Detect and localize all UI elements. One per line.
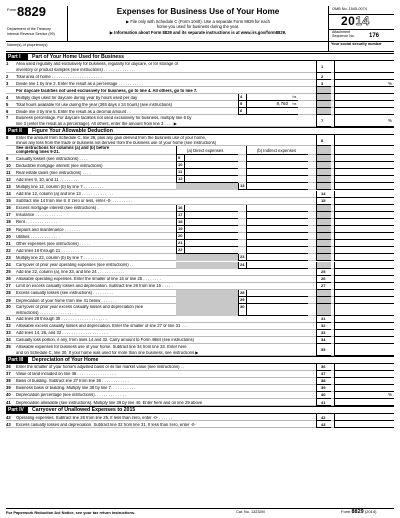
line--number-cell: [316, 262, 331, 269]
line-28: 28 Excess casualty losses (see instructions) . . . . . . . . . 28: [6, 290, 394, 297]
line-35-amount-field[interactable]: [334, 344, 394, 356]
line--number-cell: [316, 233, 331, 240]
part1-tag: Part I: [6, 54, 28, 60]
irs-label: Internal Revenue Service (99): [7, 32, 55, 36]
line-5-value: 8,760: [276, 101, 288, 106]
line-22-direct-field[interactable]: [184, 247, 238, 254]
line-26-amount-field[interactable]: [334, 276, 394, 283]
line-7-text: Business percentage. For daycare facilities not used exclusively for business, multiply line 6 by: [16, 116, 192, 120]
line-2: 2 Total area of home . . . . . . . . . . . . . . . . . . . . . . 2: [6, 73, 394, 80]
line-31-number-cell: 31: [316, 316, 331, 323]
proprietor-name-label: Name(s) of proprietor(s): [7, 43, 48, 47]
line-15-number-cell: 15: [316, 198, 331, 205]
line-28-text: Excess casualty losses (see instructions) . . . . . . . . .: [16, 291, 114, 296]
line-10: 10 Deductible mortgage interest (see instructions) 10: [6, 162, 394, 169]
line-18-direct-field[interactable]: [184, 219, 238, 226]
line-5-amount-field[interactable]: 8,760 hr.: [246, 101, 298, 108]
column-b-header: (b) Indirect expenses: [246, 146, 308, 155]
form-title-block: [68, 6, 328, 41]
line-14: 14 Add line 12, column (a) and line 13 . . . . . . . . . . . . . . 14: [6, 191, 394, 198]
line-17-direct-field[interactable]: [184, 212, 238, 219]
line--number-cell: [316, 240, 331, 247]
line-note-text: For daycare facilities not used exclusively for business, go to line 4. All others, go to line 7.: [16, 88, 198, 93]
name-row: [6, 42, 394, 52]
line-15-amount-field[interactable]: [334, 198, 394, 205]
line-23-text: Multiply line 22, column (b) by line 7 . . . . . . . . .: [16, 255, 104, 260]
line--amount-field[interactable]: [334, 101, 394, 108]
line-36: 36 Enter the smaller of your home's adjusted basis or its fair market value (see instructions) . . 36: [6, 364, 394, 371]
line--amount-field[interactable]: [334, 212, 394, 219]
line--number-cell: [316, 297, 331, 304]
line-20-direct-field[interactable]: [184, 233, 238, 240]
line-33-number-cell: 33: [316, 330, 331, 337]
line--amount-field[interactable]: [334, 254, 394, 261]
footer-form-id: Form 8829 (2014): [341, 509, 377, 515]
line-31: 31 Add lines 28 through 30 . . . . . . . . . . . . . . . . . . . . 31: [6, 316, 394, 323]
line-40-number-cell: 40: [316, 392, 331, 399]
tax-year: 2014: [341, 14, 370, 28]
line-8: 8 Enter the amount from Schedule C, line 29, plus any gain derived from the business use of your home, minus any loss from the trade or business not derived from the business use of your home (see instructions) 8: [6, 135, 394, 146]
line-3-amount-field[interactable]: [334, 80, 394, 87]
ssn-label: Your social security number: [331, 42, 382, 46]
line-40-amount-field[interactable]: [334, 392, 394, 399]
line-23-amount-field[interactable]: [246, 254, 308, 261]
line-37-amount-field[interactable]: [334, 371, 394, 378]
line-21: 21 Other expenses (see instructions) . . . . . 21: [6, 240, 394, 247]
line-43: 43 Excess casualty losses and depreciation. Subtract line 32 from line 31. If less than zero, enter -0- 43: [6, 421, 394, 428]
line-6: 6 Divide line 4 by line 5. Enter the result as a decimal amount . . 6 .: [6, 108, 394, 115]
line--number-cell: [316, 247, 331, 254]
part4-tag: Part IV: [6, 407, 28, 413]
line-43-text: Excess casualty losses and depreciation. Subtract line 32 from line 31. If less than zero, enter -0-: [16, 422, 196, 427]
line-11-text: Real estate taxes (see instructions) . . . .: [16, 170, 91, 175]
line--amount-field[interactable]: [334, 87, 394, 94]
paperwork-notice: For Paperwork Reduction Act Notice, see your tax return instructions.: [6, 510, 136, 515]
line-32-amount-field[interactable]: [334, 323, 394, 330]
line-2-amount-field[interactable]: [334, 73, 394, 80]
line-6-amount-field[interactable]: [246, 108, 298, 115]
line-8-number-cell: 8: [316, 135, 331, 146]
line-34-text: Casualty loss portion, if any, from lines 14 and 32. Carry amount to Form 4684 (see instructions): [16, 338, 194, 343]
line-4-amount-field[interactable]: hr.: [246, 94, 298, 101]
line-22-text: Add lines 16 through 21 . . . . . . . .: [16, 248, 79, 253]
line-25-amount-field[interactable]: [334, 269, 394, 276]
line-42-amount-field[interactable]: [334, 414, 394, 421]
line-36-amount-field[interactable]: [334, 364, 394, 371]
form-header: [6, 6, 394, 42]
line--number-cell: [316, 162, 331, 169]
line-3-number-cell: 3: [316, 80, 331, 87]
line-11-indirect-field[interactable]: [246, 169, 308, 176]
line--amount-field[interactable]: [334, 247, 394, 254]
line-10-text: Deductible mortgage interest (see instructions): [16, 163, 103, 168]
line--amount-field[interactable]: [334, 226, 394, 233]
line-14-amount-field[interactable]: [334, 191, 394, 198]
line-36-number-cell: 36: [316, 364, 331, 371]
line-7: 7 Business percentage. For daycare facilities not used exclusively for business, multiply line 6 by line 3 (enter the result as a percentage). All others, enter the amount from line 3 . . . . ▶ 7 %: [6, 115, 393, 126]
line--number-cell: [316, 183, 331, 190]
form-title: Expenses for Business Use of Your Home: [116, 7, 280, 16]
part2-title: Figure Your Allowable Deduction: [32, 128, 113, 134]
part3-tag: Part III: [6, 357, 28, 363]
line-32: 32 Allowable excess casualty losses and depreciation. Enter the smaller of line 27 or line 31 . . . 32: [6, 323, 394, 330]
part3-header: [6, 356, 394, 364]
line--number-cell: [316, 146, 331, 155]
line-27-amount-field[interactable]: [334, 283, 394, 290]
line-15: 15 Subtract line 14 from line 8. If zero or less, enter -0- . . . . . . . . . 15: [6, 198, 394, 205]
line-41-amount-field[interactable]: [334, 399, 394, 406]
line--amount-field[interactable]: [334, 297, 394, 304]
line--amount-field[interactable]: [334, 169, 394, 176]
line-2-text: Total area of home . . . . . . . . . . . . . . . . . . . . . .: [16, 74, 102, 79]
line-38-text: Basis of building. Subtract line 37 from line 36 . . . . . . . . . . . .: [16, 379, 129, 384]
line-5: 5 Total hours available for use during the year (365 days x 24 hours) (see instructions) 5 8,760 hr.: [6, 101, 394, 108]
form-id-block: [6, 6, 68, 41]
sequence-number: 176: [369, 33, 380, 39]
line-33-amount-field[interactable]: [334, 330, 394, 337]
line-25-text: Add line 22, column (a), line 23, and line 24 . . . . . . . . . . . .: [16, 270, 125, 275]
line-38-number-cell: 38: [316, 378, 331, 385]
line-9-direct-field[interactable]: [184, 155, 238, 162]
line-16: 16 Excess mortgage interest (see instructions) . 16: [6, 205, 394, 212]
form-label: Form: [7, 7, 17, 12]
line-25: 25 Add line 22, column (a), line 23, and line 24 . . . . . . . . . . . . 25: [6, 269, 394, 276]
proprietor-name-field[interactable]: [6, 43, 328, 52]
line-38: 38 Basis of building. Subtract line 37 from line 36 . . . . . . . . . . . . 38: [6, 378, 394, 385]
part2-tag: Part II: [6, 128, 28, 134]
line-12-text: Add lines 9, 10, and 11 . . . . . . . .: [16, 177, 78, 182]
line-41: 41 Depreciation allowable (see instructions). Multiply line 39 by line 40. Enter here and on line 29 above 41: [6, 399, 394, 406]
line-21-text: Other expenses (see instructions) . . . . .: [16, 241, 91, 246]
line-1: 1 Area used regularly and exclusively for business, regularly for daycare, or for storage of inventory or product samples (see instructions) . . . . . . . . . . . . . . 1: [6, 61, 394, 73]
line--amount-field[interactable]: [334, 146, 394, 155]
attachment-label: Attachment: [332, 30, 351, 34]
line-30-text: Carryover of prior year excess casualty losses and depreciation (see: [16, 305, 144, 310]
line-27: 27 Limit on excess casualty losses and depreciation. Subtract line 26 from line 15 . . . . . 27: [6, 283, 394, 290]
line-20-text: Utilities . . . . . . . . . . . . .: [16, 234, 60, 239]
line-19-indirect-field[interactable]: [246, 226, 308, 233]
line-6-text: Divide line 4 by line 5. Enter the result as a decimal amount . .: [16, 109, 131, 114]
line-9-indirect-field[interactable]: [246, 155, 308, 162]
line-12-direct-field[interactable]: [184, 176, 238, 183]
line-7-number-cell: 7: [316, 115, 331, 127]
line--number-cell: [316, 290, 331, 297]
line--amount-field[interactable]: [334, 240, 394, 247]
line--number-cell: [316, 304, 331, 316]
catalog-number: Cat. No. 13232M: [236, 510, 265, 514]
line-43-amount-field[interactable]: [334, 421, 394, 428]
line-11-direct-field[interactable]: [184, 169, 238, 176]
see-instructions-note-2: completing lines 9-21.: [16, 150, 60, 154]
line-27-number-cell: 27: [316, 283, 331, 290]
line-19: 19 Repairs and maintenance . . . . . . . 19: [6, 226, 394, 233]
line--amount-field[interactable]: [334, 176, 394, 183]
line-31-amount-field[interactable]: [334, 316, 394, 323]
line-3-text: Divide line 1 by line 2. Enter the result as a percentage . . . . . . . . . . .: [16, 81, 144, 86]
line--number-cell: [316, 176, 331, 183]
line-19-direct-field[interactable]: [184, 226, 238, 233]
part1-header: [6, 53, 394, 61]
line-14-number-cell: 14: [316, 191, 331, 198]
line-38-amount-field[interactable]: [334, 378, 394, 385]
line-17: 17 Insurance . . . . . . . . . . . . 17: [6, 212, 394, 219]
line-29: 29 Depreciation of your home from line 41 below . . . . . . . 29: [6, 297, 394, 304]
line-18-indirect-field[interactable]: [246, 219, 308, 226]
line--number-cell: [316, 169, 331, 176]
part1-title: Part of Your Home Used for Business: [32, 54, 125, 60]
line-25-number-cell: 25: [316, 269, 331, 276]
line-20-indirect-field[interactable]: [246, 233, 308, 240]
line-24: 24 Carryover of prior year operating expenses (see instructions) . . 24: [6, 262, 394, 269]
line-41-number-cell: 41: [316, 399, 331, 406]
line-39: 39 Business basis of building. Multiply line 38 by line 7. . . . . . . . . . . 39: [6, 385, 394, 392]
line-4: 4 Multiply days used for daycare during year by hours used per day 4 hr.: [6, 94, 394, 101]
line-1-text: Area used regularly and exclusively for business, regularly for daycare, or for storage of: [16, 62, 178, 66]
line-16-text: Excess mortgage interest (see instructions) .: [16, 206, 99, 211]
line-30-amount-field[interactable]: [246, 304, 308, 316]
line-12-indirect-field[interactable]: [246, 176, 308, 183]
line-3: 3 Divide line 1 by line 2. Enter the result as a percentage . . . . . . . . . . . 3 %: [6, 80, 393, 86]
form-subtitle-1: ▶ File only with Schedule C (Form 1040). Use a separate Form 8829 for each: [125, 19, 271, 25]
line-2-number-cell: 2: [316, 73, 331, 80]
line-18-text: Rent . . . . . . . . . . . . . .: [16, 220, 58, 225]
line-34-number-cell: 34: [316, 337, 331, 344]
line-31-text: Add lines 28 through 30 . . . . . . . . . . . . . . . . . . . .: [16, 317, 107, 322]
line-10-indirect-field[interactable]: [246, 162, 308, 169]
line-30: 30 Carryover of prior year excess casualty losses and depreciation (see instructions) . . . . . . . . . . . . . . . . 30: [6, 304, 394, 316]
line-37-number-cell: 37: [316, 371, 331, 378]
line-18: 18 Rent . . . . . . . . . . . . . . 18: [6, 219, 394, 226]
line-9-text: Casualty losses (see instructions) . . . .: [16, 156, 88, 161]
line-39-text: Business basis of building. Multiply line 38 by line 7. . . . . . . . . . .: [16, 386, 136, 391]
dept-label: Department of the Treasury: [7, 27, 51, 31]
line--number-cell: [316, 94, 331, 101]
line-note: [6, 87, 394, 94]
line-11: 11 Real estate taxes (see instructions) . . . . 11: [6, 169, 394, 176]
line-13: 13 Multiply line 12, column (b) by line 7 . . . . . . . . . 13: [6, 183, 394, 190]
line-17-indirect-field[interactable]: [246, 212, 308, 219]
line-26-text: Allowable operating expenses. Enter the smaller of line 15 or line 25 . . . . . . . .: [16, 277, 161, 282]
line-9: 9 Casualty losses (see instructions) . . . . 9: [6, 155, 394, 162]
part2-header: [6, 127, 394, 135]
part4-title: Carryover of Unallowed Expenses to 2015: [32, 407, 136, 414]
form-subtitle-2: home you used for business during the year.: [156, 24, 240, 30]
line--number-cell: [316, 205, 331, 212]
line-26-number-cell: 26: [316, 276, 331, 283]
line--number-cell: [316, 108, 331, 115]
line-22: 22 Add lines 16 through 21 . . . . . . . . 22: [6, 247, 394, 254]
line-36-text: Enter the smaller of your home's adjusted basis or its fair market value (see instructions) . .: [16, 365, 185, 370]
line-30-text-2: instructions) . . . . . . . . . . . . . . . .: [16, 310, 76, 315]
line-42-number-cell: 42: [316, 414, 331, 421]
line-41-text: Depreciation allowable (see instructions). Multiply line 39 by line 40. Enter here and on line 29 above: [16, 400, 203, 405]
line-39-number-cell: 39: [316, 385, 331, 392]
line--amount-field[interactable]: [334, 155, 394, 162]
line-21-indirect-field[interactable]: [246, 240, 308, 247]
line--amount-field[interactable]: [334, 304, 394, 316]
line-32-number-cell: 32: [316, 323, 331, 330]
line-1-amount-field[interactable]: [334, 61, 394, 73]
line-39-amount-field[interactable]: [334, 385, 394, 392]
line-37-text: Value of land included on line 36 . . . . . . . . . . . . . . . . .: [16, 372, 116, 377]
line-16-indirect-field[interactable]: [246, 205, 308, 212]
line-26: 26 Allowable operating expenses. Enter the smaller of line 15 or line 25 . . . . . . . . 26: [6, 276, 394, 283]
line-10-direct-field[interactable]: [184, 162, 238, 169]
form-number: 8829: [17, 4, 46, 19]
line-1-text-2: inventory or product samples (see instructions) . . . . . . . . . . . . . .: [16, 68, 136, 72]
column-header-row: [6, 146, 394, 155]
line--amount-field[interactable]: [334, 290, 394, 297]
line-15-text: Subtract line 14 from line 8. If zero or less, enter -0- . . . . . . . . .: [16, 199, 133, 204]
line-19-text: Repairs and maintenance . . . . . . .: [16, 227, 81, 232]
line-33-text: Add lines 14, 26, and 32 . . . . . . . . . . . . . . . . . . . .: [16, 331, 108, 336]
line-8-text: Enter the amount from Schedule C, line 29, plus any gain derived from the business use of your home,: [16, 136, 206, 140]
line--number-cell: [316, 226, 331, 233]
line--amount-field[interactable]: [334, 205, 394, 212]
line-42-text: Operating expenses. Subtract line 26 from line 25. If less than zero, enter -0- . . . . . .: [16, 415, 172, 420]
line-13-amount-field[interactable]: [246, 183, 308, 190]
column-a-header: (a) Direct expenses: [176, 146, 238, 155]
line-23: 23 Multiply line 22, column (b) by line 7 . . . . . . . . . 23: [6, 254, 394, 261]
line--number-cell: [316, 87, 331, 94]
omb-number: OMB No. 1545-0074: [332, 7, 367, 11]
line-40: 40 Depreciation percentage (see instructions). . . . . . . . . . . . . . 40 %: [6, 392, 393, 398]
line-17-text: Insurance . . . . . . . . . . . .: [16, 213, 63, 218]
line-33: 33 Add lines 14, 26, and 32 . . . . . . . . . . . . . . . . . . . . 33: [6, 330, 394, 337]
line--amount-field[interactable]: [334, 94, 394, 101]
line-32-text: Allowable excess casualty losses and depreciation. Enter the smaller of line 27 or line 31 . . .: [16, 324, 188, 329]
line-24-amount-field[interactable]: [246, 262, 308, 269]
line-35-text: Allowable expenses for business use of your home. Subtract line 34 from line 33. Enter here: [16, 345, 187, 349]
line--amount-field[interactable]: [334, 162, 394, 169]
line-35: 35 Allowable expenses for business use of your home. Subtract line 34 from line 33. Enter here and on Schedule C, line 30. If your home was used for more than one business, see instructions ▶ 35: [6, 344, 394, 356]
part4-header: [6, 406, 394, 414]
line-14-text: Add line 12, column (a) and line 13 . . . . . . . . . . . . . .: [16, 192, 114, 197]
line-7-amount-field[interactable]: [334, 115, 394, 127]
line-8-amount-field[interactable]: [334, 135, 394, 146]
part3-title: Depreciation of Your Home: [32, 356, 99, 363]
line--amount-field[interactable]: [334, 233, 394, 240]
line--number-cell: [316, 101, 331, 108]
line-24-text: Carryover of prior year operating expenses (see instructions) . .: [16, 263, 134, 268]
line-12: 12 Add lines 9, 10, and 11 . . . . . . . . 12: [6, 176, 394, 183]
line-5-text: Total hours available for use during the year (365 days x 24 hours) (see instructions): [16, 102, 172, 107]
see-instructions-note: See instructions for columns (a) and (b) before: [16, 146, 110, 150]
line--amount-field[interactable]: [334, 262, 394, 269]
line--amount-field[interactable]: [334, 183, 394, 190]
line-42: 42 Operating expenses. Subtract line 26 from line 25. If less than zero, enter -0- . . . . . . 42: [6, 414, 394, 421]
line-22-indirect-field[interactable]: [246, 247, 308, 254]
line-40-text: Depreciation percentage (see instructions). . . . . . . . . . . . . .: [16, 393, 127, 398]
ssn-field[interactable]: [328, 42, 394, 52]
form-omb-block: [328, 6, 394, 41]
line-28-amount-field[interactable]: [246, 290, 308, 297]
line-43-number-cell: 43: [316, 421, 331, 428]
line-6-value: .: [286, 108, 288, 113]
line--number-cell: [316, 212, 331, 219]
line--number-cell: [316, 219, 331, 226]
line-35-text-2: and on Schedule C, line 30. If your home was used for more than one business, see instructions ▶: [16, 350, 199, 355]
form-subtitle-3: ▶ Information about Form 8829 and its separate instructions is at www.irs.gov/form8829.: [109, 29, 287, 35]
line--number-cell: [316, 155, 331, 162]
line-16-direct-field[interactable]: [184, 205, 238, 212]
line-7-text-2: line 3 (enter the result as a percentage). All others, enter the amount from line 3 . . . . ▶: [16, 122, 178, 126]
line-8-text-2: minus any loss from the trade or business not derived from the business use of your home (see instructions): [16, 141, 217, 145]
line--amount-field[interactable]: [334, 219, 394, 226]
line-35-number-cell: 35: [316, 344, 331, 356]
line-34: 34 Casualty loss portion, if any, from lines 14 and 32. Carry amount to Form 4684 (see instructions) 34: [6, 337, 394, 344]
line--number-cell: [316, 254, 331, 261]
line-34-amount-field[interactable]: [334, 337, 394, 344]
line-13-text: Multiply line 12, column (b) by line 7 . . . . . . . . .: [16, 184, 104, 189]
line-29-text: Depreciation of your home from line 41 below . . . . . . .: [16, 298, 117, 303]
line-21-direct-field[interactable]: [184, 240, 238, 247]
line-20: 20 Utilities . . . . . . . . . . . . . 20: [6, 233, 394, 240]
sequence-label: Sequence No.: [332, 34, 355, 38]
line-1-number-cell: 1: [316, 61, 331, 73]
line-37: 37 Value of land included on line 36 . . . . . . . . . . . . . . . . . 37: [6, 371, 394, 378]
line-29-amount-field[interactable]: [246, 297, 308, 304]
line--amount-field[interactable]: [334, 108, 394, 115]
line-27-text: Limit on excess casualty losses and depreciation. Subtract line 26 from line 15 . . . . .: [16, 284, 173, 289]
form-footer: [6, 508, 394, 516]
line-4-text: Multiply days used for daycare during year by hours used per day: [16, 95, 138, 100]
